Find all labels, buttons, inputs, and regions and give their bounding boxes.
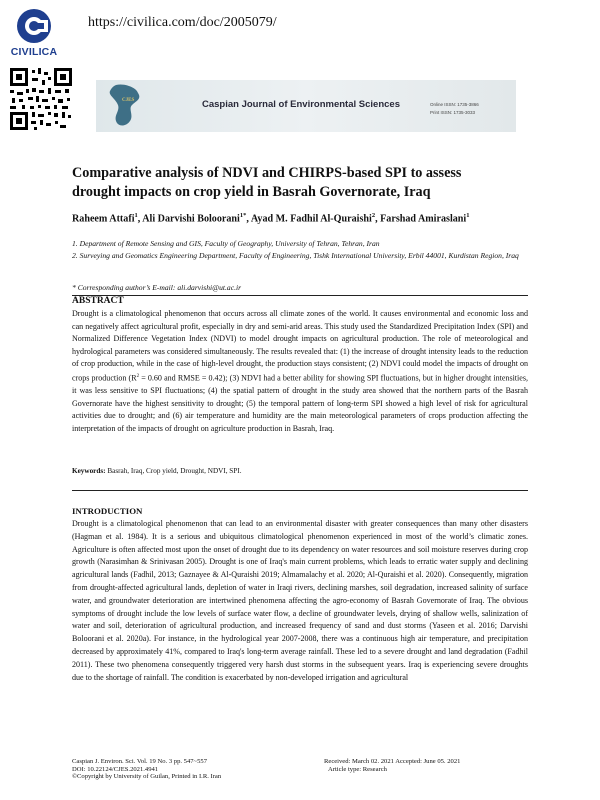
author-affil-mark: 1 [134,212,138,219]
corresponding-author: * Corresponding author’s E-mail: ali.darvishi@ut.ac.ir [72,283,242,292]
affiliations [72,238,532,261]
abstract-part: Drought is a climatological phenomenon that occurs across all climate zones of the world. It causes environmental and economic loss and can negatively affect agricultural profit, especially in dry and semi-arid areas. This study used the Standardized Precipitation Index (SPI) and Normalized Difference Vegetation Index (NDVI) to model drought impacts on agricultural production. The role of meteorological and hydrological parameters was considered simultaneously. The results revealed that: (1) the increase of drought intensity leads to the reduction of crop production, while in the case of high-level drought, the production stays consistent; (2) NDVI could model the impacts of drought on crops production (R [72,309,528,383]
received-accepted-dates: Received: March 02. 2021 Accepted: June 05. 2021 [324,758,461,765]
abstract-superscript: 2 [136,373,140,379]
caspian-sea-map-icon [98,81,158,131]
footer-right [324,758,460,773]
document-url[interactable]: https://civilica.com/doc/2005079/ [88,15,277,30]
introduction-heading: INTRODUCTION [72,506,143,516]
author-name: Farshad Amiraslani [380,213,467,225]
abstract-part: = 0.60 and RMSE = 0.42); (3) NDVI had a better ability for showing SPI fluctuations, but in higher drought intensities, it was less sensitive to SPI fluctuations; (4) the spatial pattern of drought in the study area showed that the northern parts of the Basrah Governorate have the highest sensitivity to drought; (5) the temporal pattern of long-term SPI showed a high level of risk for agricultural activities due to drought; and (6) air temperature and humidity are the main meteorological parameters of crops production affecting the interpretation of the impacts of drought on agriculture production in Basrah, Iraq. [72,373,528,434]
issn-online: Online ISSN: 1735-3866 [430,102,479,107]
affiliation-1: 1. Department of Remote Sensing and GIS, Faculty of Geography, University of Tehran, Tehran, Iran [72,239,380,248]
civilica-c-icon [6,6,62,46]
paper-title-line2: drought impacts on crop yield in Basrah Governorate, Iraq [72,184,431,200]
footer-left [72,758,221,781]
affiliation-2: 2. Surveying and Geomatics Engineering Department, Faculty of Engineering, Tishk International University, Erbil 44001, Kurdistan Region, Iraq [72,250,519,260]
issn-print: Print ISSN: 1735-3033 [430,110,476,115]
doi[interactable]: DOI: 10.22124/CJES.2021.4941 [72,765,159,773]
keywords-label: Keywords: [72,467,106,475]
journal-citation: Caspian J. Environ. Sci. Vol. 19 No. 3 pp. 547~557 [72,758,208,765]
paper-title-line1: Comparative analysis of NDVI and CHIRPS-based SPI to assess [72,165,462,181]
abstract-text [72,308,528,436]
journal-name: Caspian Journal of Environmental Sciences [202,99,400,110]
qr-code-icon[interactable] [10,68,72,130]
keywords-list: Basrah, Iraq, Crop yield, Drought, NDVI, SPI. [107,467,242,475]
paper-title [72,164,532,202]
introduction-text: Drought is a climatological phenomenon that can lead to an environmental disaster with greater consequences than many other disasters (Hagman et al. 1984). It is a serious and ubiquitous climatological phenomenon experienced in most of the world’s climatic zones. Agriculture is often affected most upon the onset of drought due to its dependency on water resources and soil moisture reserves during crop growth (Narasimhan & Srinivasan 2005). Drought is one of Iraq's main current problems, which leads to erratic water supply and declining agricultural lands (Fadhil, 2013; Gaznayee & Al-Quraishi 2019; Almamalachy et al. 2020; Al-Quraishi et al. 2020). Consequently, migration from drought-affected agricultural lands, depletion of water in Iraqi rivers, declining marshes, soil degradation, increased salinity of surface water, and groundwater deterioration are intertwined phenomena affecting the agro-economy of Basrah Governorate of Iraq. The obvious symptoms of drought include the low levels of surface water flow, a decline of groundwater levels, drying of shallow wells, salinization of water and soil, deterioration of agricultural production, and increased frequency of sand and dust storms (Yaseen et al. 2016; Darvishi Boloorani et al. 2020a). For instance, in the hydrological year 2007-2008, there was a continuous high air temperature, and precipitation decreased by approximately 41%, compared to Iraq's long-term average rainfall. These led to a severe drought and land degradation (Fadhil 2011). These two phenomena consequently triggered very harsh dust storms in the subsequent years. Iraq is experiencing severe droughts due to the shortage of rainfall. The condition is exacerbated by non-developed irrigation and agricultural [72,519,528,682]
abstract-heading: ABSTRACT [72,296,124,306]
author-name: Ayad M. Fadhil Al-Quraishi [250,213,372,225]
svg-text:CJES: CJES [122,98,135,103]
keywords [72,467,528,475]
civilica-logo[interactable] [6,6,62,58]
author-affil-mark: 2 [371,212,376,219]
civilica-brand-text: CIVILICA [10,46,58,58]
copyright: ©Copyright by University of Guilan, Printed in I.R. Iran [72,773,222,781]
author-affil-mark: 1* [239,212,247,219]
divider [72,490,528,491]
article-type: Article type: Research [328,765,387,773]
author-name: Raheem Attafi [72,213,135,225]
author-affil-mark: 1 [466,212,470,219]
author-name: Ali Darvishi Boloorani [142,213,240,225]
divider [72,295,528,296]
author-list: Raheem Attafi$^1$, Ali Darvishi Boloorani$^{1*}$, Ayad M. Fadhil Al-Quraishi$^2$, Farshad Amiraslani$^1$ [72,212,470,225]
journal-banner [96,80,516,132]
